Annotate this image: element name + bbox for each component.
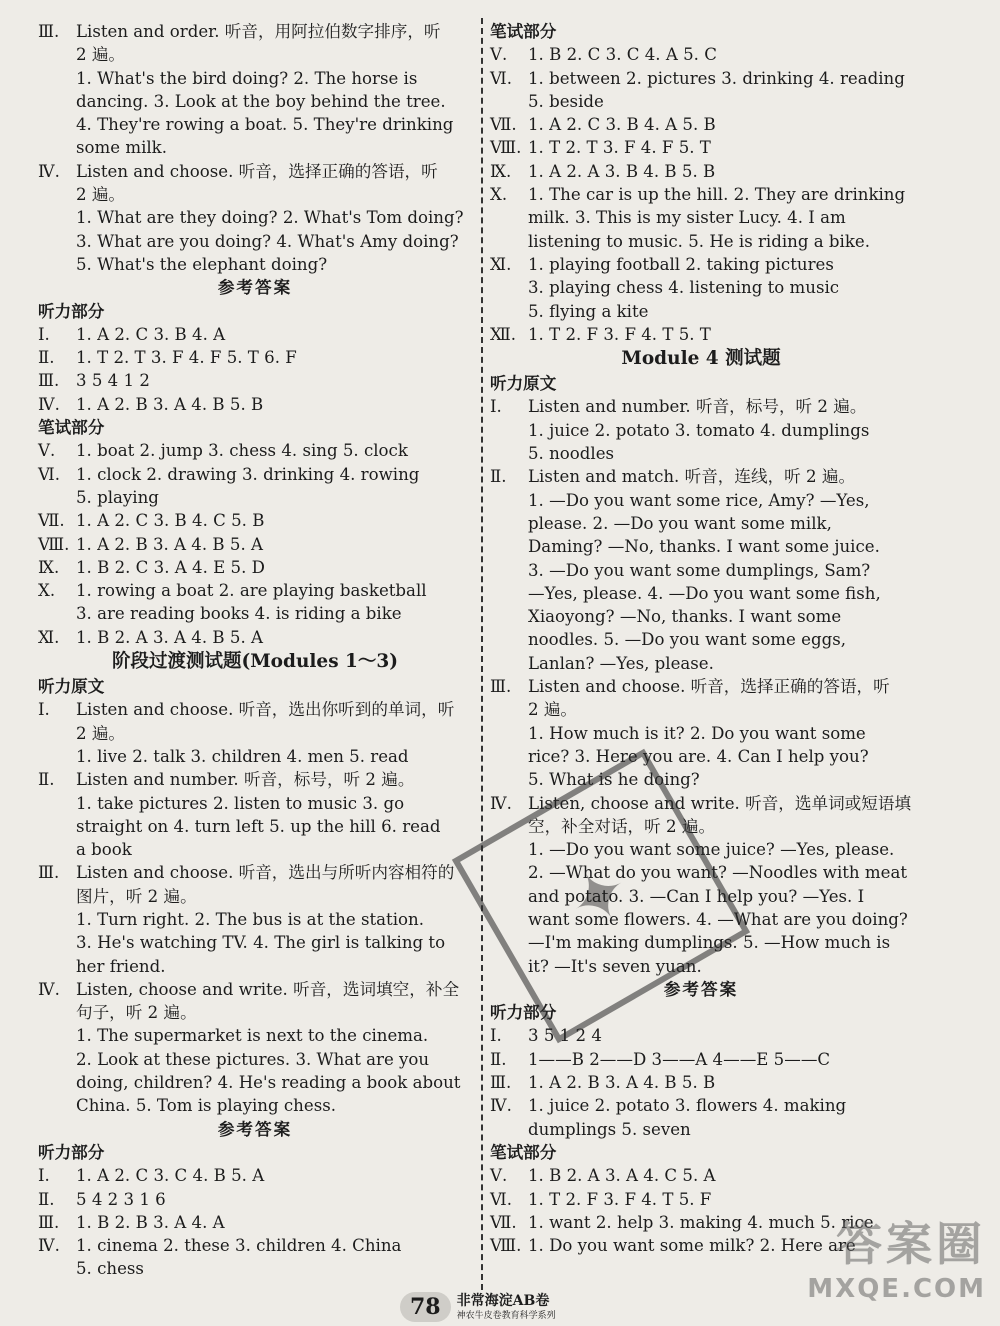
answer-line: 1. rowing a boat 2. are playing basketball <box>76 581 427 601</box>
answer-line: 1. between 2. pictures 3. drinking 4. reading <box>528 68 905 88</box>
item-line: 3. He's watching TV. 4. The girl is talking to <box>76 933 446 953</box>
answer-line: 1. boat 2. jump 3. chess 4. sing 5. clock <box>76 441 408 461</box>
section-label: 笔试部分 <box>490 21 557 41</box>
answers-title: 参考答案 <box>217 1118 293 1139</box>
series-title-block <box>457 1292 556 1322</box>
answer-line: 1——B 2——D 3——A 4——E 5——C <box>528 1049 831 1069</box>
item-number: Ⅱ. <box>38 1189 55 1209</box>
item-line: 2 遍。 <box>76 185 126 205</box>
answer-line: listening to music. 5. He is riding a bike. <box>528 231 870 251</box>
answer-line: 1. A 2. C 3. B 4. A <box>76 324 226 344</box>
series-title: 非常海淀AB卷 <box>456 1293 550 1309</box>
item-line: 5. noodles <box>528 444 615 464</box>
answer-line: 5 4 2 3 1 6 <box>76 1189 166 1209</box>
answer-line: 5. beside <box>528 91 604 111</box>
item-line: 1. —Do you want some juice? —Yes, please. <box>528 840 895 860</box>
item-number: Ⅳ. <box>38 394 60 414</box>
item-line: her friend. <box>76 956 166 976</box>
item-line: Listen and choose. 听音，选出你听到的单词，听 <box>76 700 455 720</box>
left-column <box>38 20 472 1281</box>
exercise-block <box>490 465 912 675</box>
item-line: 5. What is he doing? <box>528 770 700 790</box>
item-number: Ⅱ. <box>38 770 55 790</box>
answer-line: 1. B 2. A 3. A 4. B 5. A <box>76 627 263 647</box>
item-line: 5. What's the elephant doing? <box>76 254 328 274</box>
item-number: Ⅳ. <box>490 793 512 813</box>
item-number: Ⅲ. <box>38 371 60 391</box>
item-number: Ⅱ. <box>38 348 55 368</box>
answer-line: 1. A 2. C 3. C 4. B 5. A <box>76 1166 265 1186</box>
section-label: 听力原文 <box>490 373 557 394</box>
item-line: Listen and match. 听音，连线，听 2 遍。 <box>528 467 856 487</box>
item-line: please. 2. —Do you want some milk, <box>528 513 832 533</box>
item-line: Listen and order. 听音，用阿拉伯数字排序，听 <box>76 22 441 41</box>
item-line: 2 遍。 <box>76 723 126 743</box>
item-number: Ⅸ. <box>490 161 512 181</box>
answer-line: 1. A 2. B 3. A 4. B 5. B <box>76 394 264 414</box>
item-line: Daming? —No, thanks. I want some juice. <box>528 537 880 557</box>
section-label: 笔试部分 <box>490 1141 557 1162</box>
item-line: 1. What are they doing? 2. What's Tom doing? <box>76 208 464 228</box>
item-line: 1. The supermarket is next to the cinema. <box>76 1026 429 1046</box>
section-label: 听力部分 <box>38 300 105 321</box>
item-number: Ⅳ. <box>38 161 60 181</box>
item-number: Ⅹ. <box>490 185 508 205</box>
module-title: Module 4 测试题 <box>621 348 781 370</box>
answer-line: 1. T 2. F 3. F 4. T 5. F <box>528 1189 712 1209</box>
item-line: 2 遍。 <box>76 45 126 65</box>
item-line: 2. Look at these pictures. 3. What are you <box>76 1049 430 1069</box>
item-number: Ⅱ. <box>490 467 507 487</box>
answer-line: 1. playing football 2. taking pictures <box>528 254 834 274</box>
item-line: 1. juice 2. potato 3. tomato 4. dumplings <box>528 420 870 440</box>
item-line: rice? 3. Here you are. 4. Can I help you? <box>528 746 869 766</box>
item-number: Ⅲ. <box>38 1212 60 1232</box>
item-number: Ⅲ. <box>490 1073 512 1093</box>
site-watermark <box>807 1208 986 1304</box>
answer-line: 1. A 2. A 3. B 4. B 5. B <box>528 161 716 181</box>
column-divider <box>481 18 483 1290</box>
item-number: Ⅵ. <box>38 464 60 484</box>
item-line: 1. —Do you want some rice, Amy? —Yes, <box>528 490 870 510</box>
answer-line: 1. want 2. help 3. making 4. much 5. rice <box>528 1212 874 1232</box>
item-number: Ⅴ. <box>490 45 508 65</box>
item-number: Ⅲ. <box>38 863 60 883</box>
item-number: Ⅺ. <box>38 627 60 647</box>
watermark-url: MXQE.COM <box>807 1274 986 1304</box>
answers-title: 参考答案 <box>663 978 739 999</box>
item-number: Ⅻ. <box>490 324 517 344</box>
exercise-block <box>490 183 912 253</box>
page-number: 78 <box>400 1292 451 1322</box>
item-line: Listen and choose. 听音，选择正确的答语，听 <box>76 161 438 181</box>
answer-line: 1. B 2. A 3. A 4. C 5. A <box>528 1166 716 1186</box>
item-line: 1. take pictures 2. listen to music 3. go <box>76 793 405 813</box>
answer-line: 1. A 2. B 3. A 4. B 5. A <box>76 534 263 554</box>
item-number: Ⅰ. <box>38 324 50 344</box>
item-number: Ⅳ. <box>490 1096 512 1116</box>
item-number: Ⅸ. <box>38 557 60 577</box>
exercise-block <box>38 20 472 160</box>
item-line: Xiaoyong? —No, thanks. I want some <box>528 607 842 627</box>
item-line: 2 遍。 <box>528 700 578 720</box>
answer-line: 1. The car is up the hill. 2. They are drinking <box>528 185 906 205</box>
item-line: Listen, choose and write. 听音，选单词或短语填 <box>528 793 912 813</box>
answer-line: 5. flying a kite <box>528 301 649 321</box>
item-line: 3. What are you doing? 4. What's Amy doing? <box>76 231 459 251</box>
item-line: Listen and choose. 听音，选择正确的答语，听 <box>528 677 890 697</box>
answer-line: 1. Do you want some milk? 2. Here are <box>528 1236 856 1256</box>
item-line: noodles. 5. —Do you want some eggs, <box>528 630 846 650</box>
answer-line: 1. B 2. C 3. C 4. A 5. C <box>528 45 717 65</box>
answer-line: 1. cinema 2. these 3. children 4. China <box>76 1236 402 1256</box>
item-number: Ⅷ. <box>490 138 522 158</box>
stamp-mark: ✦ <box>452 749 750 1044</box>
item-number: Ⅶ. <box>490 1212 517 1232</box>
item-number: Ⅷ. <box>38 534 70 554</box>
exercise-block <box>38 978 472 1118</box>
item-line: 2. —What do you want? —Noodles with meat <box>528 863 908 883</box>
item-number: Ⅲ. <box>490 677 512 697</box>
answer-line: 1. A 2. C 3. B 4. C 5. B <box>76 511 265 531</box>
section-label: 听力部分 <box>490 1002 557 1023</box>
answer-line: 5. playing <box>76 487 159 507</box>
item-line: 1. Turn right. 2. The bus is at the station. <box>76 909 424 929</box>
item-number: Ⅶ. <box>38 511 65 531</box>
answers-title: 参考答案 <box>217 277 293 298</box>
item-line: 句子，听 2 遍。 <box>76 1003 197 1023</box>
answer-line: 3. are reading books 4. is riding a bike <box>76 604 402 624</box>
exercise-block <box>490 253 912 323</box>
stage-test-title: 阶段过渡测试题(Modules 1～3) <box>111 651 399 673</box>
item-line: 图片，听 2 遍。 <box>76 886 197 906</box>
item-line: Listen, choose and write. 听音，选词填空，补全 <box>76 979 460 999</box>
item-number: Ⅲ. <box>38 22 60 41</box>
exercise-block <box>38 861 472 977</box>
section-label: 笔试部分 <box>38 417 105 438</box>
item-number: Ⅴ. <box>38 441 56 461</box>
answer-line: 1. B 2. C 3. A 4. E 5. D <box>76 557 265 577</box>
item-line: want some flowers. 4. —What are you doing? <box>528 909 908 929</box>
item-line: 3. —Do you want some dumplings, Sam? <box>528 560 871 580</box>
item-line: 1. How much is it? 2. Do you want some <box>528 723 866 743</box>
item-line: straight on 4. turn left 5. up the hill 6. read <box>76 816 441 836</box>
section-label: 听力部分 <box>38 1141 105 1162</box>
item-number: Ⅳ. <box>38 979 60 999</box>
item-number: Ⅴ. <box>490 1166 508 1186</box>
answer-line: 1. juice 2. potato 3. flowers 4. making <box>528 1096 847 1116</box>
item-number: Ⅹ. <box>38 581 56 601</box>
item-number: Ⅰ. <box>38 1166 50 1186</box>
item-number: Ⅷ. <box>490 1236 522 1256</box>
series-subtitle: 神农牛皮卷教育科学系列 <box>456 1311 556 1321</box>
item-line: 1. live 2. talk 3. children 4. men 5. read <box>76 746 409 766</box>
exercise-block <box>490 395 912 465</box>
item-line: Lanlan? —Yes, please. <box>528 653 714 673</box>
item-line: some milk. <box>76 138 168 158</box>
answer-line: 1. T 2. F 3. F 4. T 5. T <box>528 324 711 344</box>
item-number: Ⅰ. <box>490 397 502 417</box>
answer-line: 1. A 2. B 3. A 4. B 5. B <box>528 1073 716 1093</box>
watermark-text: 答案圈 <box>836 1217 986 1271</box>
exercise-block <box>38 698 472 768</box>
item-line: Listen and choose. 听音，选出与所听内容相符的 <box>76 863 455 883</box>
item-line: —Yes, please. 4. —Do you want some fish, <box>528 583 881 603</box>
item-line: doing, children? 4. He's reading a book about <box>76 1073 461 1093</box>
item-line: a book <box>76 840 132 860</box>
answer-line: dumplings 5. seven <box>528 1119 691 1139</box>
answer-line: 3 5 4 1 2 <box>76 371 150 391</box>
item-number: Ⅺ. <box>490 254 512 274</box>
answer-line: 3 5 1 2 4 <box>528 1026 602 1046</box>
item-line: and potato. 3. —Can I help you? —Yes. I <box>528 886 865 906</box>
item-line: Listen and number. 听音，标号，听 2 遍。 <box>528 397 867 417</box>
item-number: Ⅵ. <box>490 1189 512 1209</box>
answer-line: 5. chess <box>76 1259 144 1279</box>
exercise-block <box>38 768 472 861</box>
exercise-block <box>38 160 472 276</box>
exercise-block <box>490 675 912 791</box>
item-line: Listen and number. 听音，标号，听 2 遍。 <box>76 770 415 790</box>
answer-line: 1. clock 2. drawing 3. drinking 4. rowing <box>76 464 420 484</box>
item-line: dancing. 3. Look at the boy behind the tree. <box>76 91 446 111</box>
answer-line: 3. playing chess 4. listening to music <box>528 278 840 298</box>
item-line: it? —It's seven yuan. <box>528 956 702 976</box>
page-footer <box>400 1292 556 1326</box>
item-number: Ⅰ. <box>490 1026 502 1046</box>
item-number: Ⅵ. <box>490 68 512 88</box>
item-number: Ⅱ. <box>490 1049 507 1069</box>
item-line: 空，补全对话，听 2 遍。 <box>528 816 716 836</box>
answer-line: 1. B 2. B 3. A 4. A <box>76 1212 225 1232</box>
item-line: 1. What's the bird doing? 2. The horse is <box>76 68 418 88</box>
answer-line: 1. T 2. T 3. F 4. F 5. T 6. F <box>76 348 297 368</box>
answer-line: 1. A 2. C 3. B 4. A 5. B <box>528 115 716 135</box>
item-line: 4. They're rowing a boat. 5. They're drinking <box>76 115 454 135</box>
item-number: Ⅰ. <box>38 700 50 720</box>
item-number: Ⅳ. <box>38 1236 60 1256</box>
item-line: China. 5. Tom is playing chess. <box>76 1096 336 1116</box>
section-label: 听力原文 <box>38 676 105 697</box>
item-line: —I'm making dumplings. 5. —How much is <box>528 933 891 953</box>
item-number: Ⅶ. <box>490 115 517 135</box>
answer-line: 1. T 2. T 3. F 4. F 5. T <box>528 138 711 158</box>
right-column <box>490 20 912 1257</box>
answer-line: milk. 3. This is my sister Lucy. 4. I am <box>528 208 846 228</box>
